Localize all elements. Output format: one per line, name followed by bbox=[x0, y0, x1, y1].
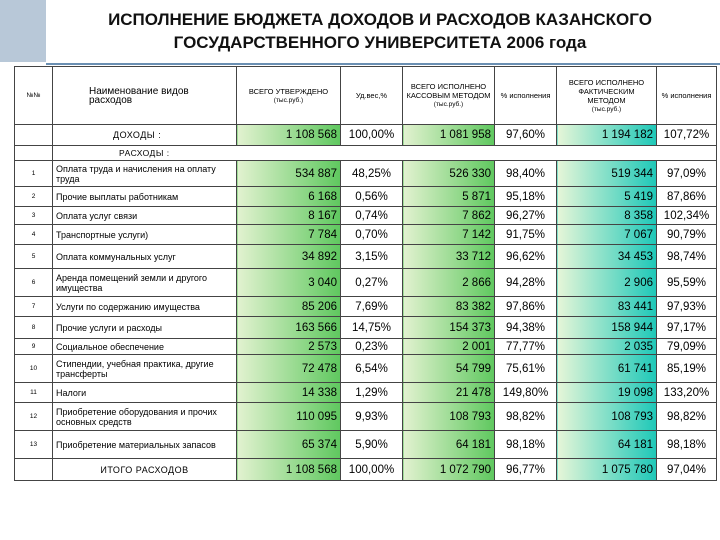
row-actual: 7 067 bbox=[557, 225, 657, 245]
header-cash-pct: % исполнения bbox=[495, 67, 557, 125]
row-actual: 64 181 bbox=[557, 431, 657, 459]
table-row bbox=[15, 297, 717, 317]
row-cash-pct: 98,18% bbox=[495, 431, 557, 459]
income-row bbox=[15, 125, 717, 146]
income-num bbox=[15, 125, 53, 146]
row-actual: 5 419 bbox=[557, 187, 657, 207]
row-cash-pct: 77,77% bbox=[495, 339, 557, 355]
header-num: №№ bbox=[15, 67, 53, 125]
page-title bbox=[50, 8, 710, 54]
row-cash-pct: 149,80% bbox=[495, 383, 557, 403]
row-name: Стипендии, учебная практика, другие трансферты bbox=[53, 355, 237, 383]
income-share: 100,00% bbox=[341, 125, 403, 146]
row-name: Налоги bbox=[53, 383, 237, 403]
table-row bbox=[15, 431, 717, 459]
row-name: Социальное обеспечение bbox=[53, 339, 237, 355]
row-actual-pct: 85,19% bbox=[657, 355, 717, 383]
row-share: 48,25% bbox=[341, 161, 403, 187]
row-actual: 19 098 bbox=[557, 383, 657, 403]
row-cash-pct: 96,62% bbox=[495, 245, 557, 269]
row-num: 4 bbox=[15, 225, 53, 245]
row-approved: 6 168 bbox=[237, 187, 341, 207]
row-actual-pct: 98,82% bbox=[657, 403, 717, 431]
total-approved: 1 108 568 bbox=[237, 459, 341, 481]
row-actual: 519 344 bbox=[557, 161, 657, 187]
header-actual: ВСЕГО ИСПОЛНЕНО ФАКТИЧЕСКИМ МЕТОДОМ (тыс.руб.) bbox=[557, 67, 657, 125]
row-num: 6 bbox=[15, 269, 53, 297]
header-share: Уд.вес,% bbox=[341, 67, 403, 125]
row-cash: 526 330 bbox=[403, 161, 495, 187]
row-cash: 7 142 bbox=[403, 225, 495, 245]
row-cash: 54 799 bbox=[403, 355, 495, 383]
row-share: 0,23% bbox=[341, 339, 403, 355]
row-num: 9 bbox=[15, 339, 53, 355]
row-name: Транспортные услуги) bbox=[53, 225, 237, 245]
row-approved: 534 887 bbox=[237, 161, 341, 187]
row-num: 5 bbox=[15, 245, 53, 269]
header-approved: ВСЕГО УТВЕРЖДЕНО (тыс.руб.) bbox=[237, 67, 341, 125]
expenses-num bbox=[15, 146, 53, 161]
row-cash: 64 181 bbox=[403, 431, 495, 459]
income-actual-pct: 107,72% bbox=[657, 125, 717, 146]
title-underline bbox=[46, 63, 720, 65]
row-num: 1 bbox=[15, 161, 53, 187]
row-actual-pct: 87,86% bbox=[657, 187, 717, 207]
row-actual-pct: 79,09% bbox=[657, 339, 717, 355]
expenses-label: РАСХОДЫ : bbox=[53, 146, 717, 161]
row-name: Оплата коммунальных услуг bbox=[53, 245, 237, 269]
row-actual: 83 441 bbox=[557, 297, 657, 317]
row-actual-pct: 98,18% bbox=[657, 431, 717, 459]
row-cash-pct: 94,28% bbox=[495, 269, 557, 297]
row-cash: 33 712 bbox=[403, 245, 495, 269]
table-row bbox=[15, 383, 717, 403]
row-approved: 85 206 bbox=[237, 297, 341, 317]
table-row bbox=[15, 403, 717, 431]
total-cash-pct: 96,77% bbox=[495, 459, 557, 481]
total-num bbox=[15, 459, 53, 481]
row-actual: 108 793 bbox=[557, 403, 657, 431]
expense-rows bbox=[15, 161, 717, 459]
left-accent-strip bbox=[0, 0, 46, 62]
row-cash-pct: 95,18% bbox=[495, 187, 557, 207]
row-actual-pct: 102,34% bbox=[657, 207, 717, 225]
row-num: 11 bbox=[15, 383, 53, 403]
row-name: Оплата труда и начисления на оплату труда bbox=[53, 161, 237, 187]
row-actual: 2 906 bbox=[557, 269, 657, 297]
row-cash: 154 373 bbox=[403, 317, 495, 339]
row-approved: 8 167 bbox=[237, 207, 341, 225]
row-cash-pct: 98,40% bbox=[495, 161, 557, 187]
row-share: 5,90% bbox=[341, 431, 403, 459]
row-share: 1,29% bbox=[341, 383, 403, 403]
row-share: 0,56% bbox=[341, 187, 403, 207]
row-approved: 72 478 bbox=[237, 355, 341, 383]
row-approved: 110 095 bbox=[237, 403, 341, 431]
row-actual-pct: 97,09% bbox=[657, 161, 717, 187]
row-actual-pct: 133,20% bbox=[657, 383, 717, 403]
row-share: 0,27% bbox=[341, 269, 403, 297]
row-num: 3 bbox=[15, 207, 53, 225]
row-name: Аренда помещений земли и другого имущества bbox=[53, 269, 237, 297]
total-cash: 1 072 790 bbox=[403, 459, 495, 481]
header-row bbox=[15, 67, 717, 125]
row-approved: 7 784 bbox=[237, 225, 341, 245]
row-share: 3,15% bbox=[341, 245, 403, 269]
row-share: 6,54% bbox=[341, 355, 403, 383]
title-line-2: ГОСУДАРСТВЕННОГО УНИВЕРСИТЕТА 2006 года bbox=[173, 33, 587, 52]
row-num: 12 bbox=[15, 403, 53, 431]
total-row bbox=[15, 459, 717, 481]
row-approved: 2 573 bbox=[237, 339, 341, 355]
row-num: 10 bbox=[15, 355, 53, 383]
table-row bbox=[15, 355, 717, 383]
table-row bbox=[15, 207, 717, 225]
row-num: 2 bbox=[15, 187, 53, 207]
row-actual: 8 358 bbox=[557, 207, 657, 225]
row-num: 8 bbox=[15, 317, 53, 339]
row-name: Приобретение материальных запасов bbox=[53, 431, 237, 459]
row-cash: 2 866 bbox=[403, 269, 495, 297]
row-cash: 5 871 bbox=[403, 187, 495, 207]
header-name: Наименование видов расходов bbox=[53, 67, 237, 125]
row-approved: 34 892 bbox=[237, 245, 341, 269]
row-actual-pct: 90,79% bbox=[657, 225, 717, 245]
row-num: 13 bbox=[15, 431, 53, 459]
table-row bbox=[15, 225, 717, 245]
row-actual: 158 944 bbox=[557, 317, 657, 339]
row-share: 7,69% bbox=[341, 297, 403, 317]
row-cash: 7 862 bbox=[403, 207, 495, 225]
row-cash-pct: 97,86% bbox=[495, 297, 557, 317]
row-cash-pct: 75,61% bbox=[495, 355, 557, 383]
title-line-1: ИСПОЛНЕНИЕ БЮДЖЕТА ДОХОДОВ И РАСХОДОВ КАЗАНСКОГО bbox=[108, 10, 652, 29]
row-share: 0,74% bbox=[341, 207, 403, 225]
row-name: Прочие выплаты работникам bbox=[53, 187, 237, 207]
row-approved: 3 040 bbox=[237, 269, 341, 297]
income-cash: 1 081 958 bbox=[403, 125, 495, 146]
expenses-label-row bbox=[15, 146, 717, 161]
row-actual: 34 453 bbox=[557, 245, 657, 269]
table-row bbox=[15, 269, 717, 297]
row-approved: 163 566 bbox=[237, 317, 341, 339]
table-row bbox=[15, 187, 717, 207]
table-row bbox=[15, 161, 717, 187]
row-actual-pct: 97,93% bbox=[657, 297, 717, 317]
row-approved: 14 338 bbox=[237, 383, 341, 403]
income-approved: 1 108 568 bbox=[237, 125, 341, 146]
table-row bbox=[15, 317, 717, 339]
row-num: 7 bbox=[15, 297, 53, 317]
row-actual-pct: 95,59% bbox=[657, 269, 717, 297]
income-cash-pct: 97,60% bbox=[495, 125, 557, 146]
row-cash-pct: 96,27% bbox=[495, 207, 557, 225]
row-actual-pct: 98,74% bbox=[657, 245, 717, 269]
row-name: Приобретение оборудования и прочих основных средств bbox=[53, 403, 237, 431]
row-cash: 83 382 bbox=[403, 297, 495, 317]
title-bar bbox=[0, 0, 720, 60]
row-approved: 65 374 bbox=[237, 431, 341, 459]
total-actual-pct: 97,04% bbox=[657, 459, 717, 481]
total-share: 100,00% bbox=[341, 459, 403, 481]
budget-table bbox=[14, 66, 717, 481]
row-cash-pct: 91,75% bbox=[495, 225, 557, 245]
row-share: 14,75% bbox=[341, 317, 403, 339]
header-actual-pct: % исполнения bbox=[657, 67, 717, 125]
row-cash: 21 478 bbox=[403, 383, 495, 403]
income-label: ДОХОДЫ : bbox=[53, 125, 237, 146]
table-row bbox=[15, 245, 717, 269]
total-actual: 1 075 780 bbox=[557, 459, 657, 481]
row-actual-pct: 97,17% bbox=[657, 317, 717, 339]
row-share: 0,70% bbox=[341, 225, 403, 245]
row-cash: 2 001 bbox=[403, 339, 495, 355]
row-actual: 61 741 bbox=[557, 355, 657, 383]
row-cash: 108 793 bbox=[403, 403, 495, 431]
header-cash: ВСЕГО ИСПОЛНЕНО КАССОВЫМ МЕТОДОМ (тыс.руб.) bbox=[403, 67, 495, 125]
income-actual: 1 194 182 bbox=[557, 125, 657, 146]
row-name: Оплата услуг связи bbox=[53, 207, 237, 225]
row-actual: 2 035 bbox=[557, 339, 657, 355]
row-share: 9,93% bbox=[341, 403, 403, 431]
table-row bbox=[15, 339, 717, 355]
row-cash-pct: 94,38% bbox=[495, 317, 557, 339]
row-cash-pct: 98,82% bbox=[495, 403, 557, 431]
total-label: ИТОГО РАСХОДОВ bbox=[53, 459, 237, 481]
row-name: Прочие услуги и расходы bbox=[53, 317, 237, 339]
row-name: Услуги по содержанию имущества bbox=[53, 297, 237, 317]
